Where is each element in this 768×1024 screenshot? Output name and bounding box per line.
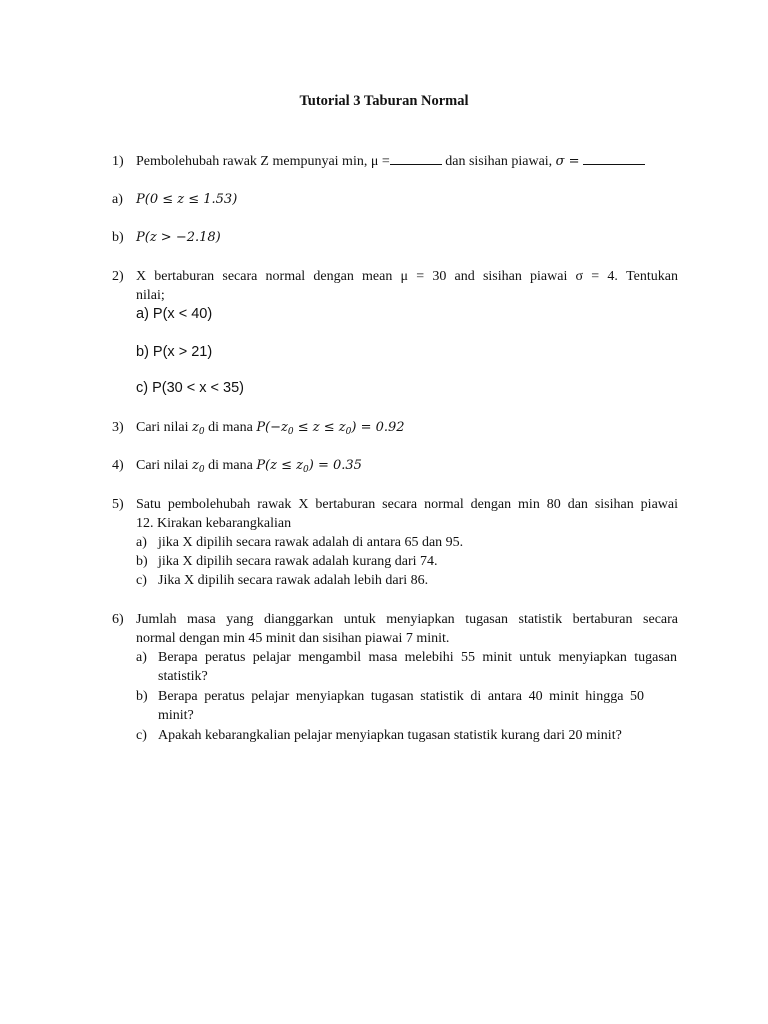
q5-line1: Satu pembolehubah rawak X bertaburan secara normal dengan min 80 dan sisihan piawai (136, 497, 678, 512)
q6c-label: c) (136, 728, 147, 743)
q4-text (136, 458, 362, 475)
q1-text-b: dan sisihan piawai, (445, 154, 553, 169)
q3-expression: $P(-z_0 \le z \le z_0) = 0.92$ (256, 420, 405, 437)
q5b-label: b) (136, 554, 148, 569)
q2-line2: nilai; (136, 288, 165, 303)
q6b-line1: Berapa peratus pelajar menyiapkan tugasan statistik di antara 40 minit hingga 50 (158, 689, 644, 704)
q2-number: 2) (112, 269, 124, 284)
q1-text-a: Pembolehubah rawak Z mempunyai min, μ = (136, 154, 390, 169)
q4-expression: $P(z \le z_0) = 0.35$ (256, 458, 362, 475)
q6-line1: Jumlah masa yang dianggarkan untuk menyiapkan tugasan statistik bertaburan secara (136, 612, 678, 627)
q6-number: 6) (112, 612, 124, 627)
q1-mean-blank (390, 164, 442, 165)
q1-text (136, 154, 645, 170)
q1a-label: a) (112, 192, 123, 207)
q4-text-mid: di mana (208, 458, 253, 473)
q2b: b) P(x > 21) (136, 344, 213, 360)
q3-z0: $z_0$ (192, 420, 205, 437)
q5-number: 5) (112, 497, 124, 512)
q5a-text: jika X dipilih secara rawak adalah di antara 65 dan 95. (158, 535, 464, 550)
q6a-line2: statistik? (158, 669, 208, 684)
q5c-label: c) (136, 573, 147, 588)
q2a: a) P(x < 40) (136, 306, 213, 322)
q1-number: 1) (112, 154, 124, 169)
q4-number: 4) (112, 458, 124, 473)
q1a-expression: P(0 ≤ z ≤ 1.53) (136, 192, 238, 207)
q5c-text: Jika X dipilih secara rawak adalah lebih dari 86. (158, 573, 429, 588)
q4-text-a: Cari nilai (136, 458, 189, 473)
q1b-label: b) (112, 230, 124, 245)
q1b-expression: P(z > −2.18) (136, 230, 221, 245)
q3-text-mid: di mana (208, 420, 253, 435)
page-title: Tutorial 3 Taburan Normal (299, 93, 469, 109)
q4-z0: $z_0$ (192, 458, 205, 475)
q6-line2: normal dengan min 45 minit dan sisihan piawai 7 minit. (136, 631, 450, 646)
q6a-label: a) (136, 650, 147, 665)
q5a-label: a) (136, 535, 147, 550)
q2-line1: X bertaburan secara normal dengan mean μ = 30 and sisihan piawai σ = 4. Tentukan (136, 269, 678, 284)
q1-sigma-blank (583, 164, 645, 165)
q5-line2: 12. Kirakan kebarangkalian (136, 516, 292, 531)
q5b-text: jika X dipilih secara rawak adalah kurang dari 74. (158, 554, 438, 569)
q3-text-a: Cari nilai (136, 420, 189, 435)
q6c-line1: Apakah kebarangkalian pelajar menyiapkan tugasan statistik kurang dari 20 minit? (158, 728, 622, 743)
q6b-line2: minit? (158, 708, 194, 723)
q6b-label: b) (136, 689, 148, 704)
q6a-line1: Berapa peratus pelajar mengambil masa melebihi 55 minit untuk menyiapkan tugasan (158, 650, 677, 665)
q2c: c) P(30 < x < 35) (136, 380, 244, 396)
q3-text (136, 420, 405, 437)
q3-number: 3) (112, 420, 124, 435)
q1-sigma: σ = (555, 154, 580, 169)
